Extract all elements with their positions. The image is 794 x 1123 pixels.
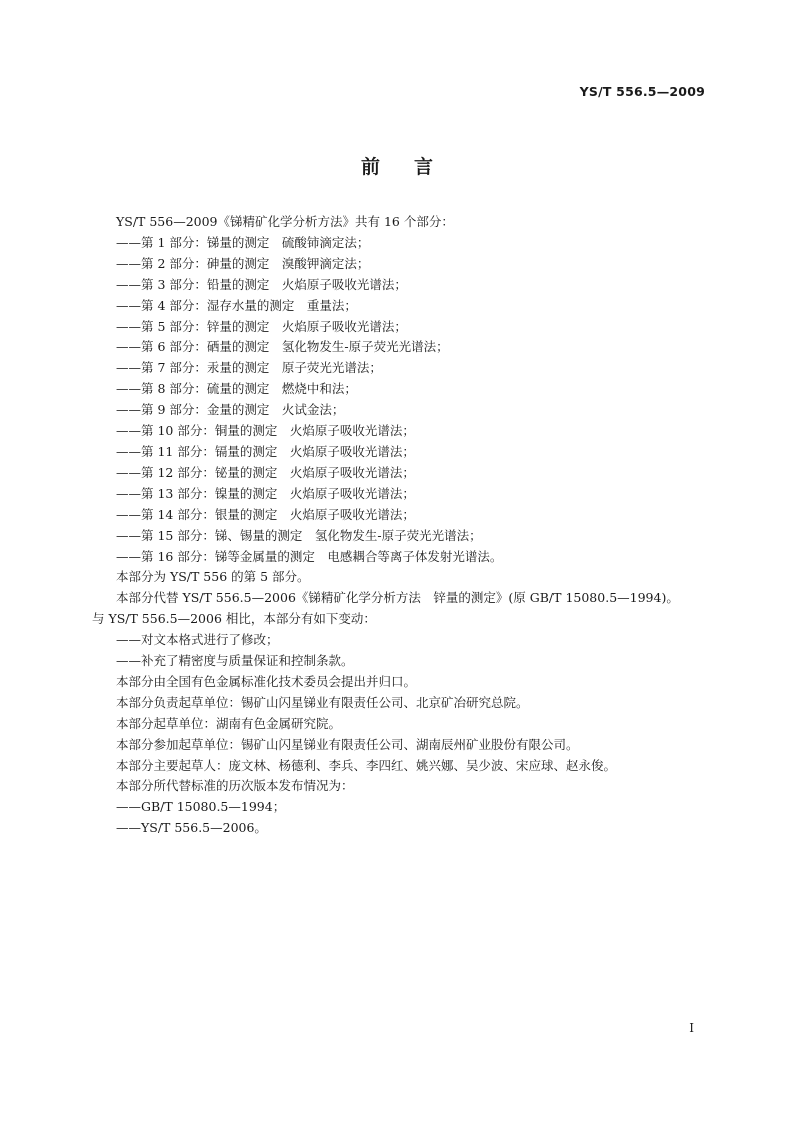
parts-list <box>92 233 712 568</box>
list-item: ——第 16 部分：锑等金属量的测定 电感耦合等离子体发射光谱法。 <box>116 548 503 564</box>
list-item: ——第 7 部分：汞量的测定 原子荧光光谱法； <box>116 360 382 376</box>
list-item: ——第 9 部分：金量的测定 火试金法； <box>116 402 345 418</box>
list-item: ——第 4 部分：湿存水量的测定 重量法； <box>116 297 357 313</box>
history-list <box>92 797 712 839</box>
list-item: ——GB/T 15080.5—1994； <box>116 799 286 815</box>
replaces-line-1: 本部分代替 YS/T 556.5—2006《锑精矿化学分析方法 锌量的测定》(原 GB/T 15080.5—1994)。 <box>116 590 679 606</box>
list-item: ——第 6 部分：硒量的测定 氢化物发生-原子荧光光谱法； <box>116 339 449 355</box>
list-item: ——第 14 部分：银量的测定 火焰原子吸收光谱法； <box>116 506 415 522</box>
list-item: ——第 2 部分：砷量的测定 溴酸钾滴定法； <box>116 255 370 271</box>
list-item: ——YS/T 556.5—2006。 <box>116 820 267 836</box>
page-number: I <box>689 1021 694 1035</box>
list-item: ——第 8 部分：硫量的测定 燃烧中和法； <box>116 381 357 397</box>
list-item: ——第 11 部分：镉量的测定 火焰原子吸收光谱法； <box>116 443 415 459</box>
list-item: ——补充了精密度与质量保证和控制条款。 <box>116 653 354 669</box>
changes-list <box>92 630 712 672</box>
list-item: ——第 13 部分：镍量的测定 火焰原子吸收光谱法； <box>116 485 415 501</box>
drafting-unit-line: 本部分起草单位：湖南有色金属研究院。 <box>116 715 342 731</box>
list-item: ——对文本格式进行了修改； <box>116 632 279 648</box>
list-item: ——第 10 部分：铜量的测定 火焰原子吸收光谱法； <box>116 423 415 439</box>
drafters-line: 本部分主要起草人：庞文林、杨德利、李兵、李四红、姚兴娜、吴少波、宋应球、赵永俊。 <box>116 757 617 773</box>
list-item: ——第 3 部分：铅量的测定 火焰原子吸收光谱法； <box>116 276 407 292</box>
replaces-line-2: 与 YS/T 556.5—2006 相比，本部分有如下变动： <box>92 611 376 627</box>
list-item: ——第 12 部分：铋量的测定 火焰原子吸收光谱法； <box>116 464 415 480</box>
participating-units-line: 本部分参加起草单位：锡矿山闪星锑业有限责任公司、湖南辰州矿业股份有限公司。 <box>116 736 579 752</box>
title-char-1: 前 <box>360 156 380 178</box>
list-item: ——第 1 部分：锑量的测定 硫酸铈滴定法； <box>116 234 370 250</box>
foreword-title <box>0 152 794 179</box>
title-char-2: 言 <box>414 156 434 178</box>
this-part-line: 本部分为 YS/T 556 的第 5 部分。 <box>116 569 310 585</box>
list-item: ——第 5 部分：锌量的测定 火焰原子吸收光谱法； <box>116 318 407 334</box>
drafting-lead-line: 本部分负责起草单位：锡矿山闪星锑业有限责任公司、北京矿冶研究总院。 <box>116 694 529 710</box>
history-intro-line: 本部分所代替标准的历次版本发布情况为： <box>116 778 354 794</box>
foreword-body <box>92 212 712 839</box>
intro-line: YS/T 556—2009《锑精矿化学分析方法》共有 16 个部分： <box>116 214 454 229</box>
list-item: ——第 15 部分：锑、锡量的测定 氢化物发生-原子荧光光谱法； <box>116 527 482 543</box>
standard-number: YS/T 556.5—2009 <box>579 84 705 99</box>
proposed-by-line: 本部分由全国有色金属标准化技术委员会提出并归口。 <box>116 673 417 689</box>
